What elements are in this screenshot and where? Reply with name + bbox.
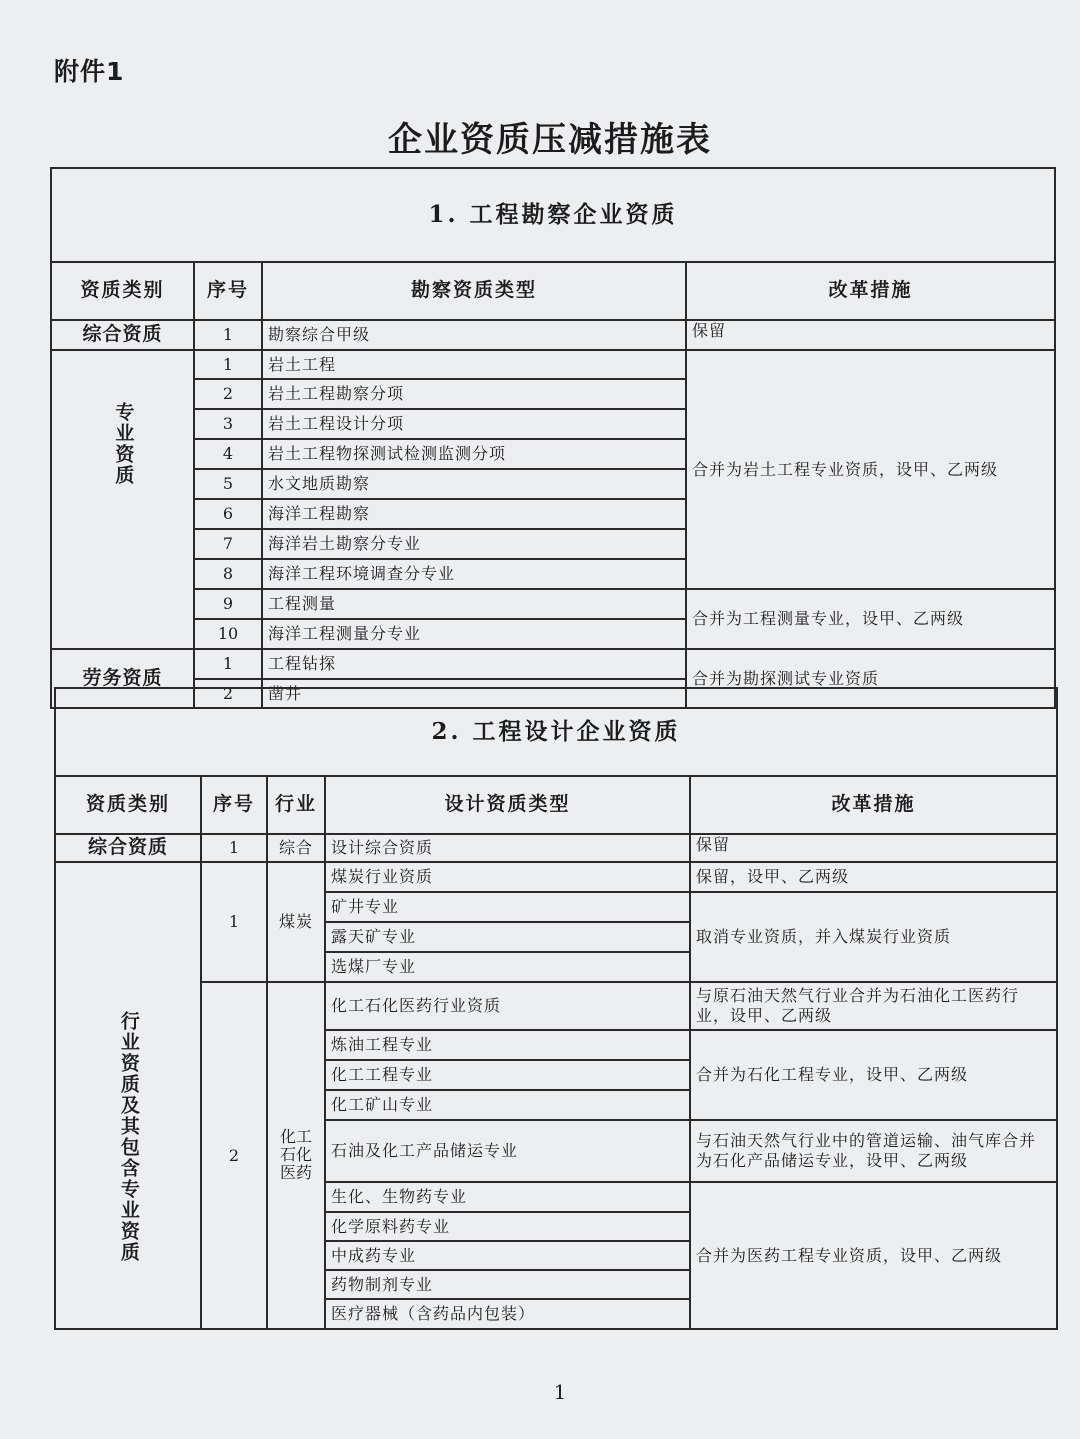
header-measure: 改革措施 — [686, 262, 1055, 320]
page-title: 企业资质压减措施表 — [388, 120, 712, 160]
measure-cell: 合并为工程测量专业，设甲、乙两级 — [686, 589, 1055, 649]
measure-cell: 保留 — [690, 834, 1057, 862]
type-cell: 医疗器械（含药品内包装） — [325, 1299, 690, 1329]
type-cell: 海洋工程勘察 — [262, 499, 686, 529]
seq-cell: 4 — [194, 439, 262, 469]
seq-cell: 1 — [194, 350, 262, 379]
seq-cell: 3 — [194, 409, 262, 439]
measure-cell: 合并为岩土工程专业资质，设甲、乙两级 — [686, 350, 1055, 589]
type-cell: 化工工程专业 — [325, 1060, 690, 1090]
measure-cell: 保留，设甲、乙两级 — [690, 862, 1057, 892]
table-row — [55, 982, 1057, 1030]
table-row — [51, 320, 1055, 350]
measure-cell: 合并为勘探测试专业资质 — [686, 649, 1055, 708]
header-category: 资质类别 — [51, 262, 194, 320]
type-cell: 海洋工程测量分专业 — [262, 619, 686, 649]
table-row — [55, 834, 1057, 862]
type-cell: 海洋工程环境调查分专业 — [262, 559, 686, 589]
type-cell: 中成药专业 — [325, 1241, 690, 1270]
type-cell: 设计综合资质 — [325, 834, 690, 862]
seq-cell: 6 — [194, 499, 262, 529]
section-2-title: 2. 工程设计企业资质 — [55, 688, 1057, 776]
type-cell: 炼油工程专业 — [325, 1030, 690, 1060]
type-cell: 岩土工程勘察分项 — [262, 379, 686, 409]
header-seq: 序号 — [201, 776, 267, 834]
industry-chem-label: 化工石化医药 — [279, 1126, 312, 1183]
seq-cell: 1 — [201, 834, 267, 862]
measure-cell: 与原石油天然气行业合并为石油化工医药行业，设甲、乙两级 — [690, 982, 1057, 1030]
section-1-title: 1. 工程勘察企业资质 — [51, 168, 1055, 262]
table-row — [55, 862, 1057, 892]
attachment-label: 附件1 — [54, 57, 125, 86]
type-cell: 工程测量 — [262, 589, 686, 619]
type-cell: 露天矿专业 — [325, 922, 690, 952]
page-number: 1 — [553, 1380, 567, 1404]
header-type: 勘察资质类型 — [262, 262, 686, 320]
category-industry — [55, 862, 201, 1329]
table-header-row — [51, 262, 1055, 320]
type-cell: 海洋岩土勘察分专业 — [262, 529, 686, 559]
type-cell: 勘察综合甲级 — [262, 320, 686, 350]
measure-cell: 合并为医药工程专业资质，设甲、乙两级 — [690, 1182, 1057, 1329]
category-comprehensive: 综合资质 — [51, 320, 194, 350]
header-industry: 行业 — [267, 776, 325, 834]
table-row — [51, 350, 1055, 379]
type-cell: 化学原料药专业 — [325, 1212, 690, 1241]
type-cell: 水文地质勘察 — [262, 469, 686, 499]
survey-qualification-table — [50, 167, 1056, 709]
type-cell: 生化、生物药专业 — [325, 1182, 690, 1212]
measure-cell: 合并为石化工程专业，设甲、乙两级 — [690, 1030, 1057, 1120]
table-row — [51, 649, 1055, 679]
category-comprehensive: 综合资质 — [55, 834, 201, 862]
type-cell: 矿井专业 — [325, 892, 690, 922]
type-cell: 选煤厂专业 — [325, 952, 690, 982]
type-cell: 岩土工程物探测试检测监测分项 — [262, 439, 686, 469]
measure-cell: 与石油天然气行业中的管道运输、油气库合并为石化产品储运专业，设甲、乙两级 — [690, 1120, 1057, 1182]
category-professional — [51, 350, 194, 649]
type-cell: 化工石化医药行业资质 — [325, 982, 690, 1030]
table-row — [51, 589, 1055, 619]
category-labor: 劳务资质 — [51, 649, 194, 708]
seq-cell: 1 — [194, 649, 262, 679]
type-cell: 药物制剂专业 — [325, 1270, 690, 1299]
header-category: 资质类别 — [55, 776, 201, 834]
seq-cell: 2 — [201, 982, 267, 1329]
header-type: 设计资质类型 — [325, 776, 690, 834]
type-cell: 凿井 — [262, 679, 686, 708]
header-seq: 序号 — [194, 262, 262, 320]
seq-cell: 9 — [194, 589, 262, 619]
industry-cell: 综合 — [267, 834, 325, 862]
type-cell: 煤炭行业资质 — [325, 862, 690, 892]
type-cell: 石油及化工产品储运专业 — [325, 1120, 690, 1182]
seq-cell: 1 — [194, 320, 262, 350]
seq-cell: 10 — [194, 619, 262, 649]
header-measure: 改革措施 — [690, 776, 1057, 834]
industry-cell: 煤炭 — [267, 862, 325, 982]
seq-cell: 7 — [194, 529, 262, 559]
design-qualification-table — [54, 687, 1058, 1330]
type-cell: 工程钻探 — [262, 649, 686, 679]
category-industry-label: 行业资质及其包含专业资质 — [117, 1011, 140, 1264]
measure-cell: 取消专业资质，并入煤炭行业资质 — [690, 892, 1057, 982]
seq-cell: 1 — [201, 862, 267, 982]
seq-cell: 5 — [194, 469, 262, 499]
seq-cell: 2 — [194, 679, 262, 708]
seq-cell: 2 — [194, 379, 262, 409]
industry-cell — [267, 982, 325, 1329]
table-header-row — [55, 776, 1057, 834]
category-professional-label: 专业资质 — [112, 401, 135, 486]
seq-cell: 8 — [194, 559, 262, 589]
measure-cell: 保留 — [686, 320, 1055, 350]
type-cell: 化工矿山专业 — [325, 1090, 690, 1120]
type-cell: 岩土工程 — [262, 350, 686, 379]
type-cell: 岩土工程设计分项 — [262, 409, 686, 439]
